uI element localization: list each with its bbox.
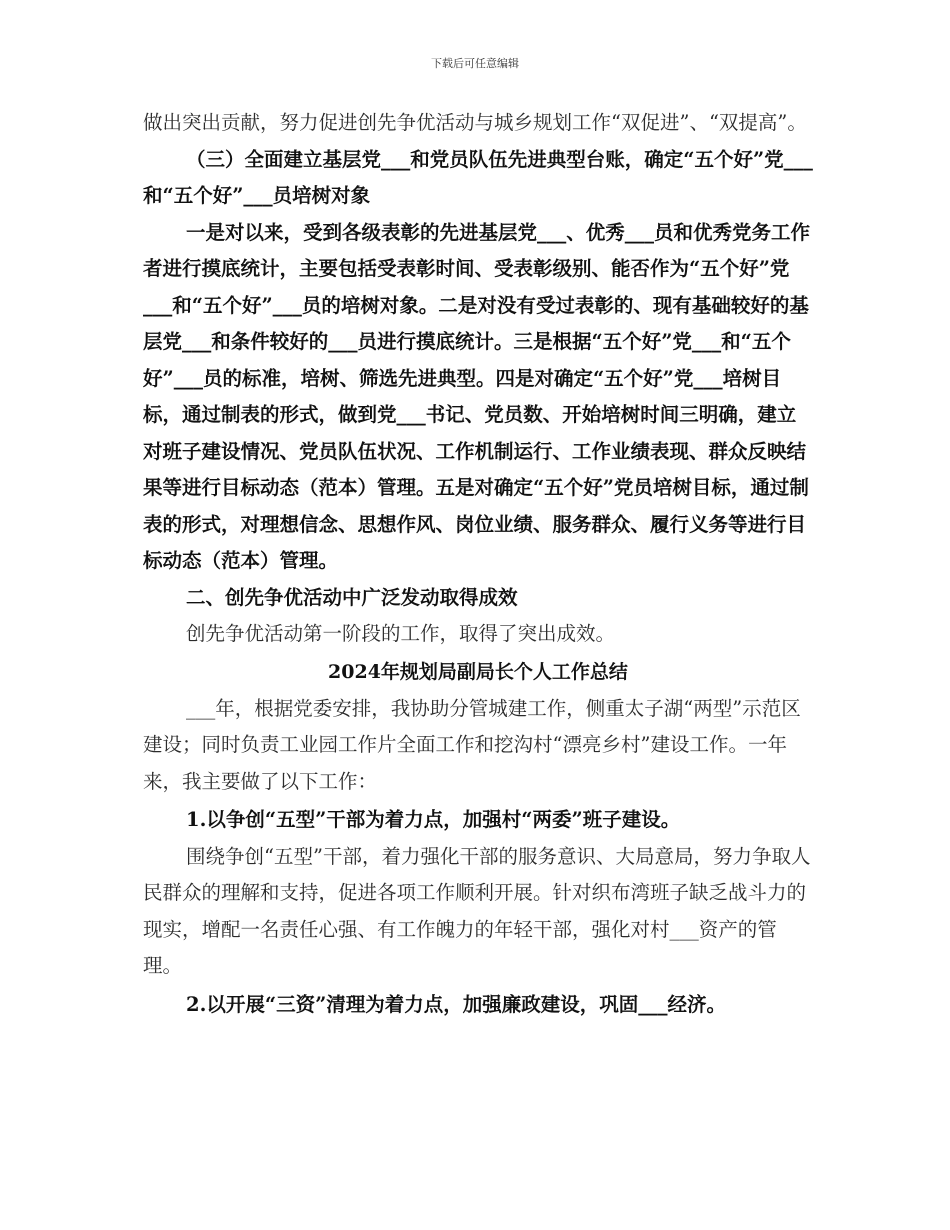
item-1-heading: 1.以争创“五型”干部为着力点，加强村“两委”班子建设。	[186, 808, 681, 831]
paragraph-item-1: 围绕争创“五型”干部，着力强化干部的服务意识、大局意局，努力争取人民群众的理解和支持，促进各项工作顺利开展。针对织布湾班子缺乏战斗力的现实，增配一名责任心强、有工作魄力的年轻干部，强化对村___资产的管理。	[143, 844, 811, 977]
document-title: 2024年规划局副局长个人工作总结	[328, 660, 628, 683]
paragraph-intro: 做出突出贡献，努力促进创先争优活动与城乡规划工作“双促进”、“双提高”。	[143, 111, 807, 134]
paragraph-steps: 一是对以来，受到各级表彰的先进基层党___、优秀___员和优秀党务工作者进行摸底统计，主要包括受表彰时间、受表彰级别、能否作为“五个好”党___和“五个好”___员的培树对象。二是对没有受过表彰的、现有基础较好的基层党___和条件较好的___员进行摸底统计。三是根据“五个好”党___和“五个好”___员的标准，培树、筛选先进典型。四是对确定“五个好”党___培树目标，通过制表的形式，做到党___书记、党员数、开始培树时间三明确，建立对班子建设情况、党员队伍状况、工作机制运行、工作业绩表现、群众反映结果等进行目标动态（范本）管理。五是对确定“五个好”党员培树目标，通过制表的形式，对理想信念、思想作风、岗位业绩、服务群众、履行义务等进行目标动态（范本）管理。	[143, 220, 811, 572]
header-note: 下载后可任意编辑	[431, 57, 519, 70]
document-body	[143, 105, 813, 1023]
section-heading-2: 二、创先争优活动中广泛发动取得成效	[186, 585, 518, 609]
paragraph-results: 创先争优活动第一阶段的工作，取得了突出成效。	[186, 622, 616, 645]
paragraph-overview: ___年，根据党委安排，我协助分管城建工作，侧重太子湖“两型”示范区建设；同时负责工业园工作片全面工作和挖沟村“漂亮乡村”建设工作。一年来，我主要做了以下工作：	[143, 696, 801, 793]
section-heading-3: （三）全面建立基层党___和党员队伍先进典型台账，确定“五个好”党___和“五个好”___员培树对象	[143, 147, 813, 207]
item-2-heading: 2.以开展“三资”清理为着力点，加强廉政建设，巩固___经济。	[186, 992, 727, 1016]
